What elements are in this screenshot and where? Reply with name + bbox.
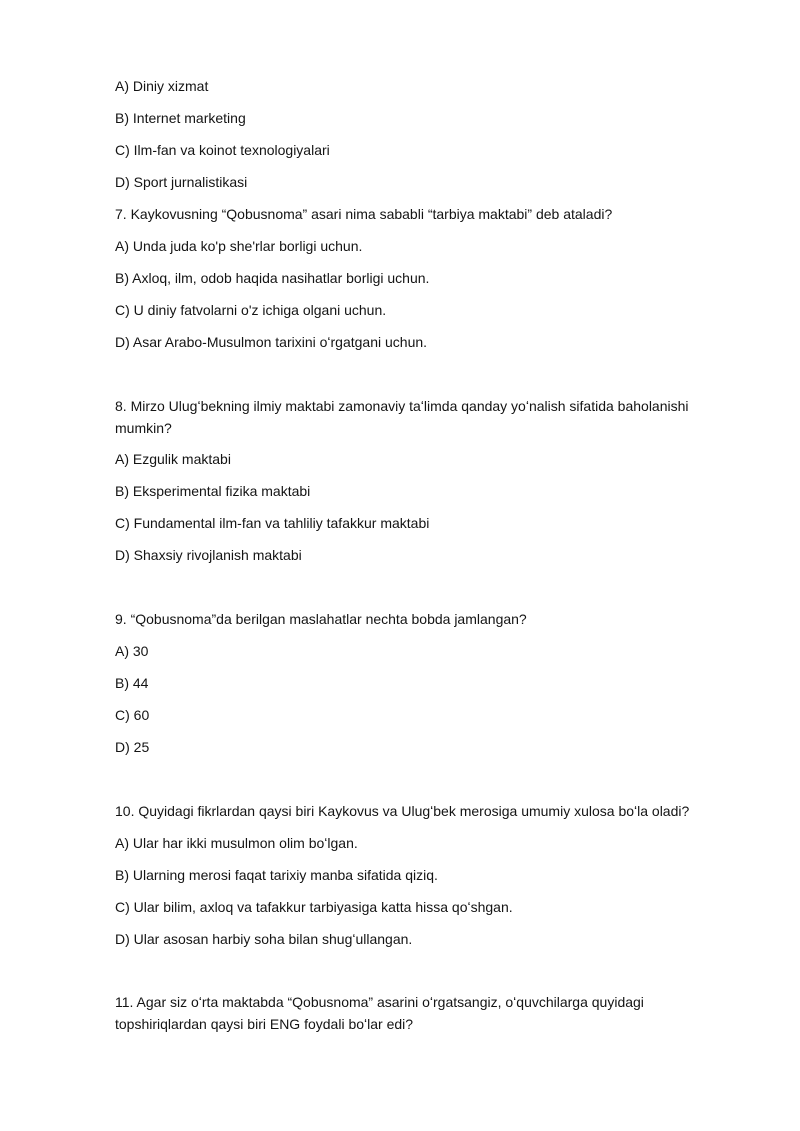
q8-option-a: A) Ezgulik maktabi: [115, 451, 231, 467]
q7-option-c: C) U diniy fatvolarni o'z ichiga olgani uchun.: [115, 302, 387, 318]
q10-option-d: D) Ular asosan harbiy soha bilan shugʻullangan.: [115, 931, 413, 947]
q7-option-a: A) Unda juda ko'p she'rlar borligi uchun.: [115, 238, 363, 254]
q7-question: 7. Kaykovusning “Qobusnoma” asari nima sababli “tarbiya maktabi” deb ataladi?: [115, 206, 613, 222]
q9-option-a: A) 30: [115, 643, 149, 659]
q6-option-c: C) Ilm-fan va koinot texnologiyalari: [115, 142, 330, 158]
q10-question: 10. Quyidagi fikrlardan qaysi biri Kaykovus va Ulugʻbek merosiga umumiy xulosa boʻla oladi?: [115, 803, 690, 819]
q10-option-b: B) Ularning merosi faqat tarixiy manba sifatida qiziq.: [115, 867, 438, 883]
q7-option-b: B) Axloq, ilm, odob haqida nasihatlar borligi uchun.: [115, 270, 430, 286]
q8-option-d: D) Shaxsiy rivojlanish maktabi: [115, 547, 302, 563]
q6-option-a: A) Diniy xizmat: [115, 78, 209, 94]
q10-option-c: C) Ular bilim, axloq va tafakkur tarbiyasiga katta hissa qoʻshgan.: [115, 899, 513, 915]
q9-option-b: B) 44: [115, 675, 149, 691]
q6-option-d: D) Sport jurnalistikasi: [115, 174, 248, 190]
q8-option-b: B) Eksperimental fizika maktabi: [115, 483, 311, 499]
q8-question: 8. Mirzo Ulugʻbekning ilmiy maktabi zamonaviy taʻlimda qanday yoʻnalish sifatida baholanishi mumkin?: [115, 398, 689, 436]
q6-option-b: B) Internet marketing: [115, 110, 246, 126]
q9-option-c: C) 60: [115, 707, 150, 723]
q9-question: 9. “Qobusnoma”da berilgan maslahatlar nechta bobda jamlangan?: [115, 611, 527, 627]
q8-option-c: C) Fundamental ilm-fan va tahliliy tafakkur maktabi: [115, 515, 430, 531]
q10-option-a: A) Ular har ikki musulmon olim boʻlgan.: [115, 835, 358, 851]
q7-option-d: D) Asar Arabo-Musulmon tarixini oʻrgatgani uchun.: [115, 334, 428, 350]
q9-option-d: D) 25: [115, 739, 150, 755]
q11-question: 11. Agar siz oʻrta maktabda “Qobusnoma” asarini oʻrgatsangiz, oʻquvchilarga quyidagi topshiriqlardan qaysi biri ENG foydali boʻlar edi?: [115, 994, 644, 1032]
